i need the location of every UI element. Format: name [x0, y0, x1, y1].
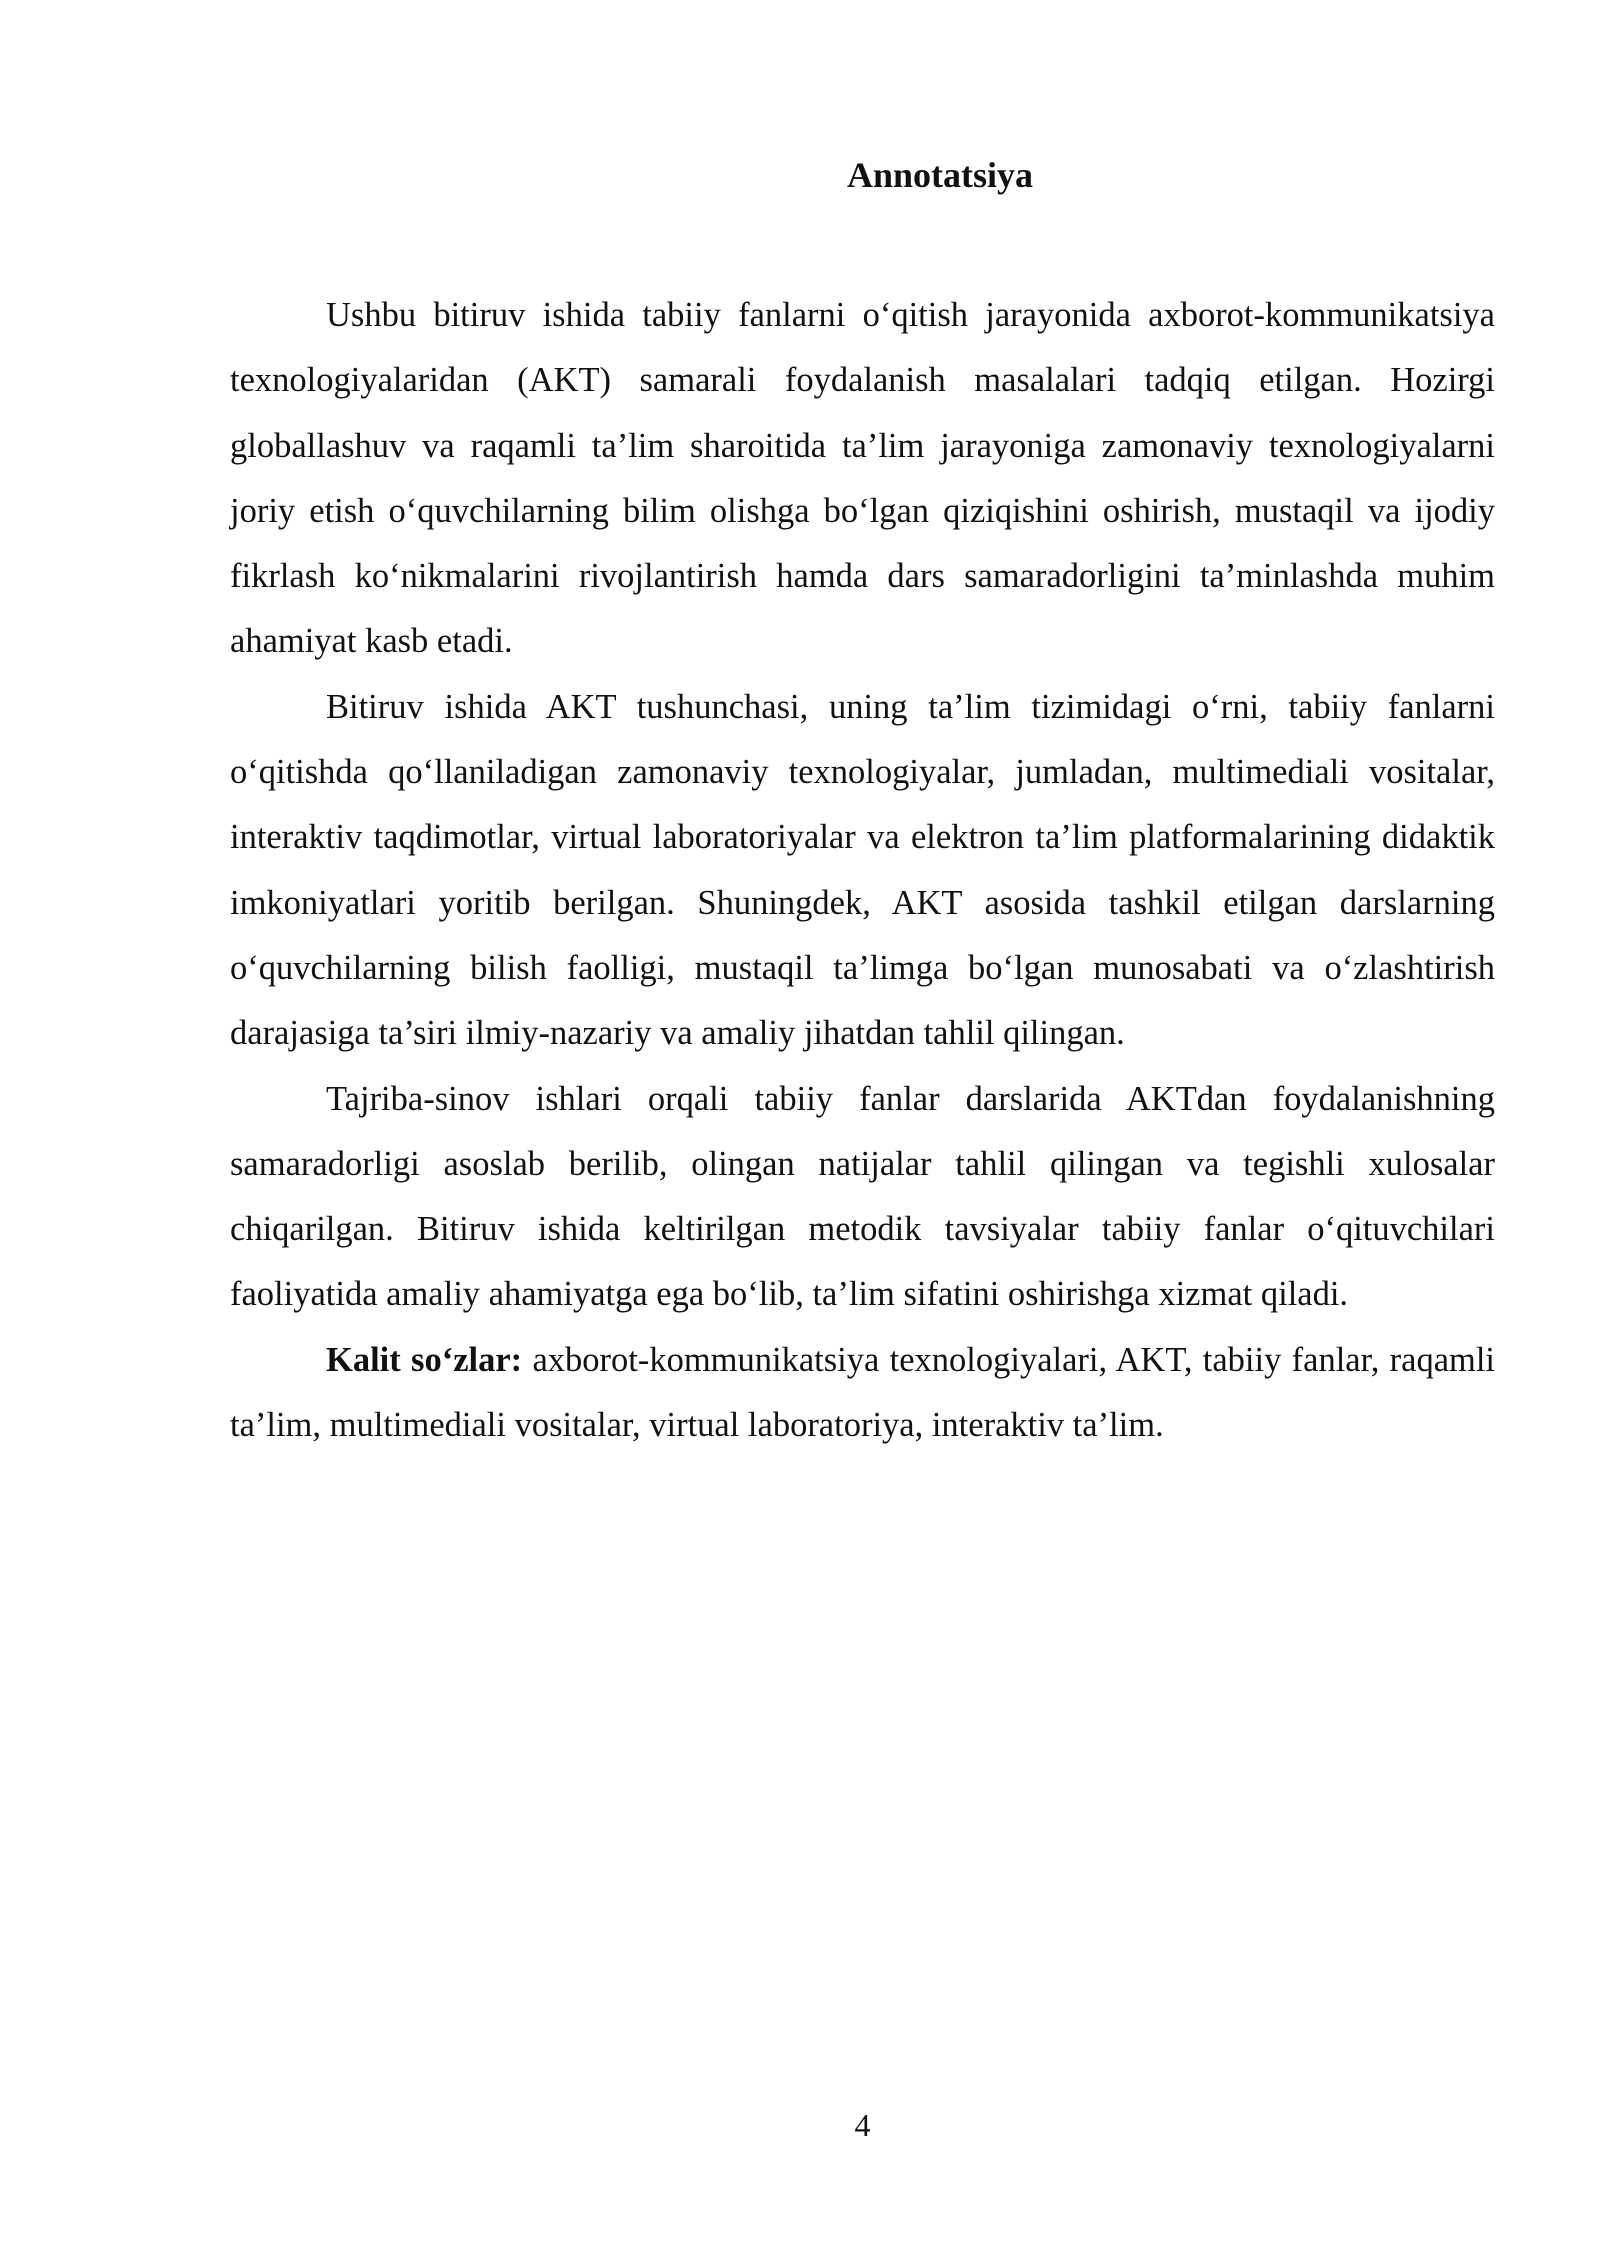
title-container: [230, 150, 1490, 200]
page-title: Annotatsiya: [846, 155, 1034, 195]
annotation-body: [230, 283, 1495, 1458]
keywords-paragraph: [230, 1328, 1495, 1459]
paragraph-2: Bitiruv ishida AKT tushunchasi, uning ta’lim tizimidagi o‘rni, tabiiy fanlarni o‘qitishda qo‘llaniladigan zamonaviy texnologiyalar, jumladan, multimediali vositalar, interaktiv taqdimotlar, virtual laboratoriyalar va elektron ta’lim platformalarining didaktik imkoniyatlari yoritib berilgan. Shuningdek, AKT asosida tashkil etilgan darslarning o‘quvchilarning bilish faolligi, mustaqil ta’limga bo‘lgan munosabati va o‘zlashtirish darajasiga ta’siri ilmiy-nazariy va amaliy jihatdan tahlil qilingan.: [230, 687, 1495, 1053]
keywords-text: axborot-kommunikatsiya texnologiyalari, AKT, tabiiy fanlar, raqamli ta’lim, multimediali vositalar, virtual laboratoriya, interaktiv ta’lim.: [230, 1340, 1496, 1445]
keywords-label: Kalit so‘zlar:: [326, 1340, 523, 1379]
paragraph-3: Tajriba-sinov ishlari orqali tabiiy fanlar darslarida AKTdan foydalanishning samaradorligi asoslab berilib, olingan natijalar tahlil qilingan va tegishli xulosalar chiqarilgan. Bitiruv ishida keltirilgan metodik tavsiyalar tabiiy fanlar o‘qituvchilari faoliyatida amaliy ahamiyatga ega bo‘lib, ta’lim sifatini oshirishga xizmat qiladi.: [230, 1079, 1495, 1314]
paragraph-1: Ushbu bitiruv ishida tabiiy fanlarni o‘qitish jarayonida axborot-kommunikatsiya texnologiyalaridan (AKT) samarali foydalanish masalalari tadqiq etilgan. Hozirgi globallashuv va raqamli ta’lim sharoitida ta’lim jarayoniga zamonaviy texnologiyalarni joriy etish o‘quvchilarning bilim olishga bo‘lgan qiziqishini oshirish, mustaqil va ijodiy fikrlash ko‘nikmalarini rivojlantirish hamda dars samaradorligini ta’minlashda muhim ahamiyat kasb etadi.: [230, 296, 1495, 661]
page-number: 4: [854, 2107, 871, 2143]
